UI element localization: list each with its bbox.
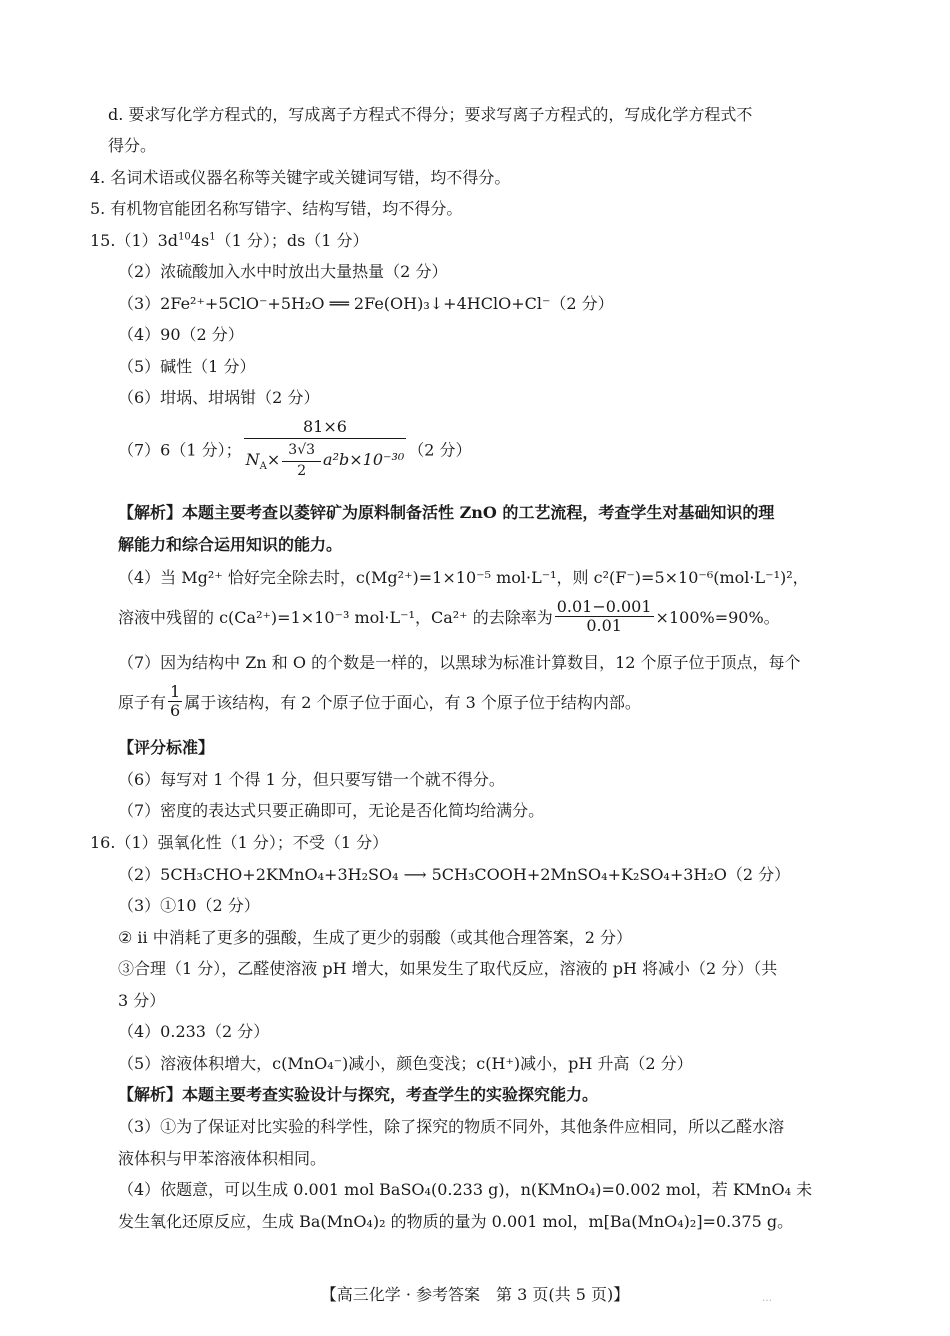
q16-analysis-line1: 【解析】本题主要考查实验设计与探究，考查学生的实验探究能力。 [118, 1085, 599, 1104]
q16-answer-3-3-line2: 3 分） [118, 991, 166, 1010]
footer-mark: … [762, 1293, 772, 1304]
q15-answer-3: （3）2Fe²⁺+5ClO⁻+5H₂O ══ 2Fe(OH)₃↓+4HClO+Cl⁻（2 分） [118, 294, 614, 313]
q16-answer-3-2: ② ⅱ 中消耗了更多的强酸，生成了更少的弱酸（或其他合理答案，2 分） [118, 928, 633, 947]
q16-answer-2: （2）5CH₃CHO+2KMnO₄+3H₂SO₄ ⟶ 5CH₃COOH+2MnSO₄+K₂SO₄+3H₂O（2 分） [118, 865, 791, 884]
rule-item-4: 4. 名词术语或仪器名称等关键字或关键词写错，均不得分。 [90, 168, 511, 187]
scoring-standard-tag: 【评分标准】 [118, 738, 215, 757]
q15-standard-7: （7）密度的表达式只要正确即可，无论是否化简均给满分。 [118, 801, 545, 820]
analysis-tag: 【解析】 [118, 503, 183, 522]
q16-answer-3-3-line1: ③合理（1 分），乙醛使溶液 pH 增大，如果发生了取代反应，溶液的 pH 将减小（2 分）（共 [118, 959, 778, 978]
q15-point4-line2: 溶液中残留的 c(Ca²⁺)=1×10⁻³ mol·L⁻¹，Ca²⁺ 的去除率为 $\frac{0.01-0.001}{0.01}$ ×100%=90%。 [118, 597, 780, 635]
q16-point4-line2: 发生氧化还原反应，生成 Ba(MnO₄)₂ 的物质的量为 0.001 mol，m[Ba(MnO₄)₂]=0.375 g。 [118, 1212, 794, 1231]
q15-standard-6: （6）每写对 1 个得 1 分，但只要写错一个就不得分。 [118, 770, 505, 789]
q15-answer-7: （7）6（1 分）； 81×6 $N_A\times$ $\frac{3√3}{2}$ a²b×10⁻³⁰ （2 分） [118, 417, 472, 479]
q16-answer-4: （4）0.233（2 分） [118, 1022, 270, 1041]
q15-answer-4: （4）90（2 分） [118, 325, 244, 344]
q16-answer-1: 16.（1）强氧化性（1 分）；不受（1 分） [90, 833, 389, 852]
q15-answer-6: （6）坩埚、坩埚钳（2 分） [118, 388, 320, 407]
one-sixth-fraction: $\frac{1}{6}$ [170, 682, 181, 720]
q15-point7-line1: （7）因为结构中 Zn 和 O 的个数是一样的，以黑球为标准计算数目，12 个原子位于顶点，每个 [118, 653, 801, 672]
q15-point7-line2: 原子有 $\frac{1}{6}$ 属于该结构，有 2 个原子位于面心，有 3 个原子位于结构内部。 [118, 682, 641, 720]
q15-answer-2: （2）浓硫酸加入水中时放出大量热量（2 分） [118, 262, 448, 281]
analysis-tag: 【解析】 [118, 1085, 183, 1104]
removal-rate-fraction: $\frac{0.01-0.001}{0.01}$ [556, 597, 652, 635]
q15-analysis-line2: 解能力和综合运用知识的能力。 [118, 535, 343, 554]
q15-point4-line1: （4）当 Mg²⁺ 恰好完全除去时，c(Mg²⁺)=1×10⁻⁵ mol·L⁻¹，则 c²(F⁻)=5×10⁻⁶(mol·L⁻¹)²， [118, 568, 809, 587]
q15-answer-5: （5）碱性（1 分） [118, 357, 256, 376]
q16-answer-3-1: （3）①10（2 分） [118, 896, 260, 915]
rule-item-5: 5. 有机物官能团名称写错字、结构写错，均不得分。 [90, 199, 463, 218]
radical-fraction: $\frac{3√3}{2}$ [282, 441, 321, 480]
rule-d-line1: d. 要求写化学方程式的，写成离子方程式不得分；要求写离子方程式的，写成化学方程式不 [108, 105, 753, 124]
q16-point4-line1: （4）依题意，可以生成 0.001 mol BaSO₄(0.233 g)，n(KMnO₄)=0.002 mol，若 KMnO₄ 未 [118, 1180, 813, 1199]
q16-answer-5: （5）溶液体积增大，c(MnO₄⁻)减小，颜色变浅；c(H⁺)减小，pH 升高（2 分） [118, 1054, 693, 1073]
q16-point3-line1: （3）①为了保证对比实验的科学性，除了探究的物质不同外，其他条件应相同，所以乙醛水溶 [118, 1117, 785, 1136]
density-fraction: 81×6 $N_A\times$ $\frac{3√3}{2}$ a²b×10⁻³⁰ [245, 417, 405, 479]
q16-point3-line2: 液体积与甲苯溶液体积相同。 [118, 1149, 327, 1168]
q15-analysis-line1: 【解析】本题主要考查以菱锌矿为原料制备活性 ZnO 的工艺流程，考查学生对基础知识的理 [118, 503, 775, 522]
rule-d-line2: 得分。 [108, 136, 157, 155]
page-footer: 【高三化学 · 参考答案 第 3 页(共 5 页)】 [320, 1285, 630, 1304]
q15-answer-1: $15.(1)3d^{10}4s^1(1$ 分）；ds（1 分） [90, 231, 369, 250]
